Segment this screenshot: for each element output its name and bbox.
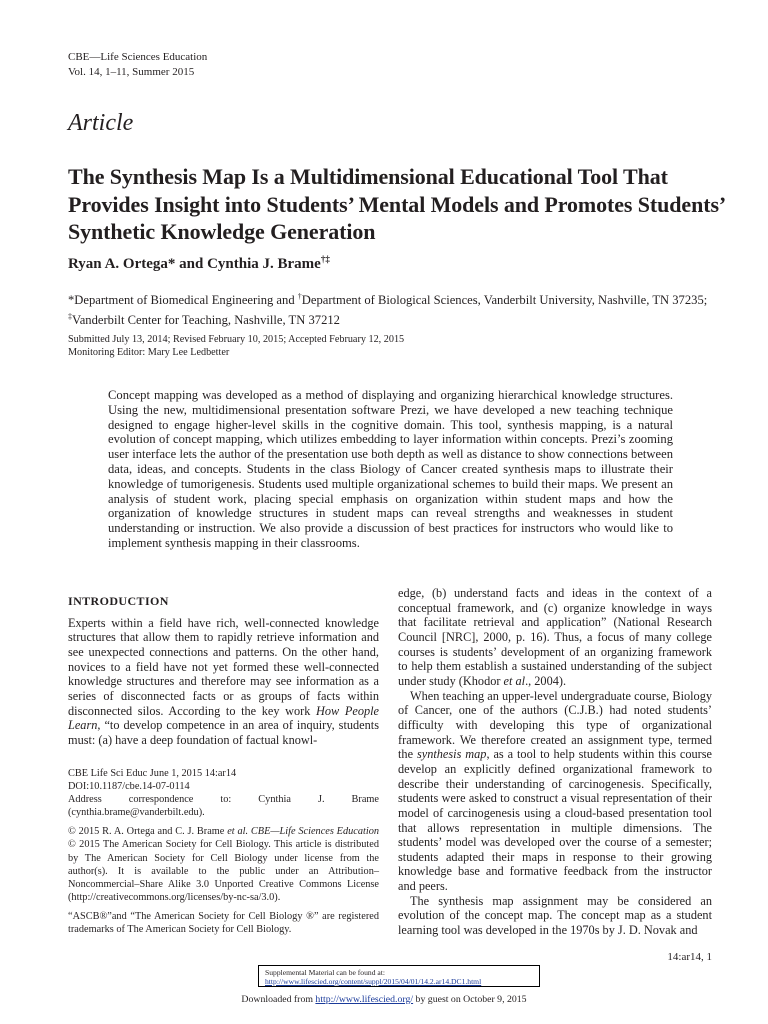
citation-etal: et al [503,673,526,688]
page-number: 14:ar14, 1 [667,951,712,963]
footnote-citation [68,767,379,819]
copyright-text: © 2015 R. A. Ortega and C. J. Brame [68,826,228,838]
article-dates [68,333,404,359]
journal-header [68,50,207,80]
affiliation-mark: ‡ [68,311,72,321]
paragraph-text: ., 2004). [525,673,567,688]
monitoring-editor: Monitoring Editor: Mary Lee Ledbetter [68,347,230,358]
footnotes [68,767,379,942]
download-text: Downloaded from [241,994,316,1005]
submission-dates: Submitted July 13, 2014; Revised February 10, 2015; Accepted February 12, 2015 [68,334,405,345]
book-title: How People Learn [68,703,379,733]
term-italic: synthesis map [416,747,487,762]
body-paragraph: The synthesis map assignment may be considered an evolution of the concept map. The concept map as a student learning tool was developed in the 1970s by J. D. Novak and [398,893,712,938]
citation-text: CBE Life Sci Educ June 1, 2015 14:ar14 [68,768,237,779]
abstract: Concept mapping was developed as a method of displaying and organizing hierarchical knowledge structures. Using the new, multidimensional presentation software Prezi, we have developed a new teaching technique designed to engage higher-level skills in the cognitive domain. This tool, synthesis mapping, is a natural evolution of concept mapping, which utilizes embedding to layer information within concepts. Prezi’s zooming user interface lets the author of the presentation use both depth as well as distance to show connections between data, ideas, and concepts. Students in the class Biology of Cancer created synthesis maps to illustrate their knowledge of tumorigenesis. Students used multiple organizational schemes to build their maps. We present an analysis of student work, placing special emphasis on organization within student maps and how the organization of knowledge structures in student maps can reveal strengths and weaknesses in student understanding or instruction. We also provide a discussion of best practices for instructors who would like to implement synthesis mapping in their classrooms. [108,388,673,550]
doi-text: DOI:10.1187/cbe.14-07-0114 [68,781,190,793]
affiliation-text: Vanderbilt Center for Teaching, Nashville, TN 37212 [72,312,340,327]
download-link[interactable]: http://www.lifescied.org/ [315,994,414,1005]
supplemental-label: Supplemental Material can be found at: [265,968,385,977]
download-text: by guest on October 9, 2015 [413,994,527,1005]
affiliation-text: Department of Biological Sciences, Vanderbilt University, Nashville, TN 37235; [301,293,708,308]
footnote-copyright [68,825,379,904]
copyright-italic: et al. CBE—Life Sciences Education [227,826,380,838]
author-marks: †‡ [320,254,330,264]
left-column [68,594,379,748]
intro-paragraph [68,616,379,748]
paragraph-text: Experts within a field have rich, well-connected knowledge structures that allow them to rapidly retrieve information and see unexpected connections and patterns. On the other hand, novices to a field have not yet formed these well-connected knowledge structures and therefore may see information as a series of disconnected facts or as groups of facts within disconnected silos. According to the key work [68,615,379,718]
author-list [68,254,330,273]
section-heading-introduction: INTRODUCTION [68,594,169,608]
download-footer [0,994,768,1005]
body-paragraph [398,689,712,894]
copyright-text: © 2015 The American Society for Cell Biology. This article is distributed by The American Society for Cell Biology under license from the author(s). It is available to the public under an Attribution–Noncommercial–Share Alike 3.0 Unported Creative Commons License (http://creativecommons.org/licenses/by-nc-sa/3.0). [68,839,379,903]
journal-name: CBE—Life Sciences Education [68,51,208,63]
footnote-trademark: “ASCB®”and “The American Society for Cell Biology ®” are registered trademarks of The American Society for Cell Biology. [68,910,379,936]
journal-volume: Vol. 14, 1–11, Summer 2015 [68,66,195,78]
article-type-label: Article [68,110,134,136]
paragraph-text: edge, (b) understand facts and ideas in the context of a conceptual framework, and (c) organize knowledge in ways that facilitate retrieval and application” (National Research Council [NRC], 2000, p. 16). Thus, a focus of many college courses is students’ development of an organizing framework to help them establish a sustained understanding of the subject under study (Khodor [398,586,712,688]
paragraph-text: , “to develop competence in an area of inquiry, students must: (a) have a deep foundation of factual knowl- [68,718,379,747]
paragraph-text: , as a tool to help students within this course develop an explicitly defined organizational framework to describe their understanding of carcinogenesis. Specifically, students were asked to construct a visual representation of their model of carcinogenesis using a cloud-based presentation tool that allows representation in multiple dimensions. The students’ model was developed over the course of a semester; students adapted their maps in response to their growing knowledge base and formative feedback from the instructor and peers. [398,747,713,894]
correspondence-text: Address correspondence to: Cynthia J. Brame (cynthia.brame@vanderbilt.edu). [68,794,379,819]
author-names: Ryan A. Ortega* and Cynthia J. Brame [68,256,321,272]
article-title: The Synthesis Map Is a Multidimensional Educational Tool That Provides Insight into Students’ Mental Models and Promotes Students’ Synthetic Knowledge Generation [68,164,725,244]
supplemental-link[interactable]: http://www.lifescied.org/content/suppl/2015/04/01/14.2.ar14.DC1.html [265,977,482,986]
body-paragraph [398,586,712,689]
paragraph-text: When teaching an upper-level undergraduate course, Biology of Cancer, one of the authors (C.J.B.) had noted students’ difficulty with developing this type of organizational framework. We therefore created an assignment type, termed the [398,688,712,762]
right-column [398,586,712,938]
affiliation-mark: † [297,292,302,301]
affiliation-text: *Department of Biomedical Engineering and [68,293,298,308]
affiliations [68,289,708,328]
supplemental-box [258,965,540,987]
